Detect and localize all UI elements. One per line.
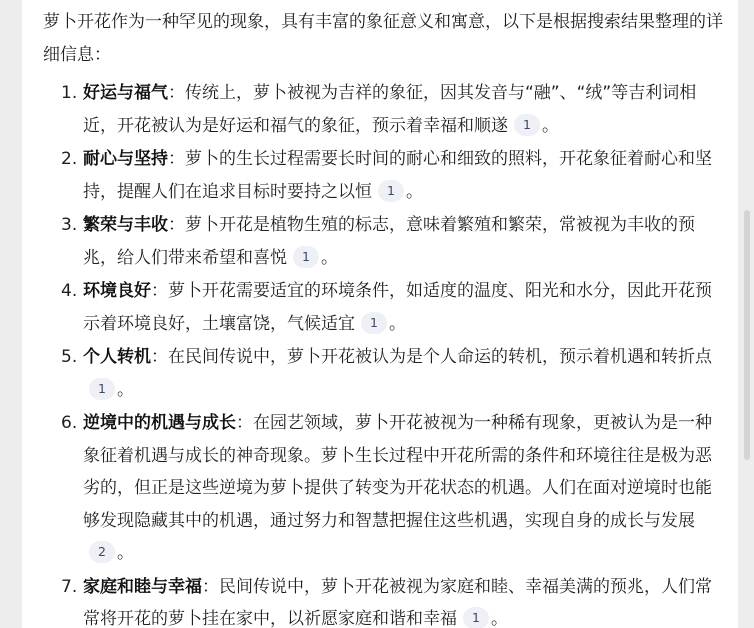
- item-end: 。: [117, 543, 134, 563]
- answer-panel: [22, 0, 738, 628]
- item-text: ：民间传说中，萝卜开花被视为家庭和睦、幸福美满的预兆，人们常常将开花的萝卜挂在家中，以祈愿家庭和谐和幸福: [83, 576, 712, 628]
- citation-badge[interactable]: 1: [514, 114, 540, 136]
- item-term: 好运与福气: [83, 83, 168, 103]
- citation-badge[interactable]: 1: [361, 312, 387, 334]
- item-text: ：传统上，萝卜被视为吉祥的象征，因其发音与“融”、“绒”等吉利词相近，开花被认为是好运和福气的象征，预示着幸福和顺遂: [83, 83, 697, 136]
- item-end: 。: [491, 609, 508, 628]
- item-number: 1.: [61, 83, 78, 103]
- item-term: 个人转机: [83, 347, 151, 367]
- item-text: ：萝卜的生长过程需要长时间的耐心和细致的照料，开花象征着耐心和坚持，提醒人们在追求目标时要持之以恒: [83, 149, 712, 202]
- item-term: 耐心与坚持: [83, 149, 168, 169]
- list-item: [43, 407, 723, 570]
- item-text: ：萝卜开花需要适宜的环境条件，如适度的温度、阳光和水分，因此开花预示着环境良好，土壤富饶，气候适宜: [83, 281, 712, 334]
- scrollbar[interactable]: [740, 0, 754, 628]
- item-number: 2.: [61, 149, 78, 169]
- item-end: 。: [406, 181, 423, 202]
- item-text: ：在民间传说中，萝卜开花被认为是个人命运的转机，预示着机遇和转折点: [151, 347, 712, 367]
- citation-badge[interactable]: 1: [463, 607, 489, 628]
- item-text: ：萝卜开花是植物生殖的标志，意味着繁殖和繁荣，常被视为丰收的预兆，给人们带来希望和喜悦: [83, 215, 695, 268]
- item-term: 家庭和睦与幸福: [83, 576, 202, 597]
- list-item: [43, 275, 723, 340]
- item-end: 。: [389, 313, 406, 334]
- answer-content: [43, 6, 723, 628]
- item-end: 。: [321, 247, 338, 268]
- citation-badge[interactable]: 1: [378, 180, 404, 202]
- citation-badge[interactable]: 1: [89, 378, 115, 400]
- list-item: [43, 77, 723, 142]
- citation-badge[interactable]: 2: [89, 541, 115, 563]
- meaning-list: [43, 77, 723, 628]
- scrollbar-thumb[interactable]: [744, 210, 750, 460]
- citation-badge[interactable]: 1: [293, 246, 319, 268]
- item-number: 4.: [61, 281, 78, 301]
- item-number: 3.: [61, 215, 78, 235]
- item-term: 逆境中的机遇与成长: [83, 413, 236, 433]
- item-number: 5.: [61, 347, 78, 367]
- item-end: 。: [117, 379, 134, 400]
- list-item: [43, 341, 723, 406]
- list-item: [43, 209, 723, 274]
- list-item: [43, 143, 723, 208]
- item-term: 环境良好: [83, 281, 151, 301]
- intro-paragraph: 萝卜开花作为一种罕见的现象，具有丰富的象征意义和寓意，以下是根据搜索结果整理的详细信息：: [43, 12, 723, 65]
- item-number: 7.: [61, 576, 78, 597]
- item-number: 6.: [61, 413, 78, 433]
- list-item: [43, 571, 723, 628]
- item-end: 。: [542, 115, 559, 136]
- item-term: 繁荣与丰收: [83, 215, 168, 235]
- item-text: ：在园艺领域，萝卜开花被视为一种稀有现象，更被认为是一种象征着机遇与成长的神奇现象。萝卜生长过程中开花所需的条件和环境往往是极为恶劣的，但正是这些逆境为萝卜提供了转变为开花状态的机遇。人们在面对逆境时也能够发现隐藏其中的机遇，通过努力和智慧把握住这些机遇，实现自身的成长与发展: [83, 413, 712, 531]
